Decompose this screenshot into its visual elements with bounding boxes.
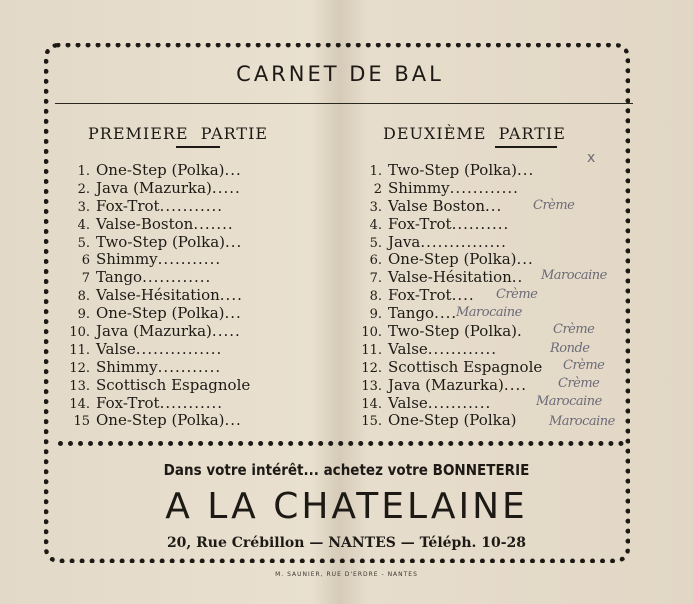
dance-leader-dots: ...	[516, 250, 534, 269]
dance-number: 4.	[369, 217, 382, 233]
first-part-dance-item	[60, 216, 250, 234]
second-part-dance-item	[352, 269, 542, 287]
dance-name: One-Step (Polka)	[96, 161, 225, 179]
dance-name: Scottisch Espagnole	[96, 375, 251, 394]
dance-number: 7.	[369, 271, 382, 287]
dance-leader-dots: ...	[517, 161, 535, 179]
first-part-dance-item	[60, 234, 250, 252]
dance-number: 3.	[369, 199, 382, 215]
dance-name: Two-Step (Polka)	[388, 322, 518, 341]
dance-name: Java (Mazurka)	[96, 322, 212, 341]
dance-number: 8.	[77, 289, 90, 305]
dance-number: 10.	[361, 325, 382, 341]
dance-number: 3.	[77, 199, 90, 215]
handwritten-note-r7: Marocaine	[541, 268, 607, 283]
first-part-dance-item	[60, 269, 250, 287]
dance-leader-dots: ...	[224, 161, 242, 179]
dance-leader-dots: ...	[225, 232, 243, 251]
dance-number: 12.	[361, 360, 382, 376]
second-part-dance-item	[352, 216, 542, 234]
dance-number: 15	[73, 414, 90, 430]
second-part-dance-item	[352, 251, 542, 269]
dance-name: Shimmy	[96, 357, 158, 376]
second-part-dance-item	[352, 323, 542, 341]
first-part-dance-item	[60, 359, 250, 377]
dance-name: Shimmy	[388, 178, 450, 197]
dance-number: 11.	[361, 342, 382, 358]
dance-number: 4.	[77, 217, 90, 233]
dance-number: 5.	[369, 235, 382, 251]
first-part-dance-item	[60, 162, 250, 180]
second-part-dance-item	[352, 198, 542, 216]
handwritten-note-r15: Marocaine	[549, 414, 615, 429]
second-part-dance-item	[352, 412, 542, 430]
advert-tagline: Dans votre intérêt... achetez votre BONNETERIE	[163, 461, 530, 479]
dance-number: 9.	[77, 307, 90, 323]
dance-name: One-Step (Polka)	[96, 304, 225, 323]
dance-leader-dots: ...	[224, 304, 242, 323]
right-heading-text: DEUXIÈME PARTIE	[383, 124, 566, 143]
dance-number: 6	[81, 253, 90, 269]
dance-leader-dots: .......	[193, 214, 234, 233]
dance-leader-dots: ...........	[159, 196, 224, 215]
dance-name: Fox-Trot	[388, 214, 452, 233]
first-part-dance-item	[60, 377, 250, 395]
first-part-dance-item	[60, 180, 250, 198]
dance-name: Valse	[388, 339, 428, 358]
dance-leader-dots: ...............	[135, 339, 223, 358]
dance-number: 9.	[369, 307, 382, 323]
dance-name: Two-Step (Polka)	[96, 232, 226, 251]
second-part-dance-item	[352, 234, 542, 252]
dance-number: 1.	[369, 164, 382, 179]
dance-name: Java (Mazurka)	[388, 375, 504, 394]
dance-leader-dots: ...........	[157, 357, 222, 376]
dance-name: Valse	[96, 339, 136, 358]
dance-leader-dots: ..........	[451, 214, 510, 233]
handwritten-note-r8: Crème	[496, 287, 538, 302]
left-heading-underline	[176, 146, 220, 148]
second-part-dance-item	[352, 162, 542, 180]
dance-number: 15.	[361, 414, 382, 430]
handwritten-note-r13: Crème	[558, 376, 600, 391]
dance-number: 13.	[69, 378, 90, 394]
dance-number: 2	[373, 181, 382, 197]
second-part-dance-item	[352, 341, 542, 359]
dance-name: Two-Step (Polka)	[388, 161, 518, 179]
dance-name: Valse-Hésitation	[96, 286, 220, 305]
dance-leader-dots: ...........	[427, 393, 492, 412]
second-part-dance-item	[352, 377, 542, 395]
handwritten-note-r9: Marocaine	[456, 305, 522, 320]
dance-name: Tango	[96, 268, 143, 287]
dance-number: 6.	[369, 253, 382, 269]
dance-leader-dots: ....	[434, 304, 458, 323]
dance-number: 10.	[69, 325, 90, 341]
right-column-heading	[383, 124, 566, 143]
dance-leader-dots: ...	[485, 196, 503, 215]
dance-name: Fox-Trot	[96, 393, 160, 412]
dance-leader-dots: ....	[451, 286, 475, 305]
dance-number: 13.	[361, 378, 382, 394]
dance-leader-dots: ..	[511, 268, 524, 287]
dance-leader-dots: ....	[503, 375, 527, 394]
dance-name: Java (Mazurka)	[96, 178, 212, 197]
dance-name: Valse-Boston	[96, 214, 194, 233]
first-part-dance-item	[60, 412, 250, 430]
dance-number: 12.	[69, 360, 90, 376]
dance-name: One-Step (Polka)	[388, 411, 517, 430]
second-part-dance-item	[352, 395, 542, 413]
dance-name: Tango	[388, 304, 435, 323]
title-divider	[55, 103, 633, 104]
page-title: CARNET DE BAL	[236, 62, 444, 86]
dance-number: 14.	[69, 396, 90, 412]
dance-number: 14.	[361, 396, 382, 412]
dance-number: 7	[81, 271, 90, 287]
dance-name: Valse-Hésitation	[388, 268, 512, 287]
first-part-dance-item	[60, 287, 250, 305]
dance-number: 8.	[369, 289, 382, 305]
advert-brand-name: A LA CHATELAINE	[165, 486, 528, 527]
dance-leader-dots: ...........	[159, 393, 224, 412]
first-part-dance-item	[60, 251, 250, 269]
handwritten-note-r14: Marocaine	[536, 394, 602, 409]
printer-credit: M. SAUNIER, RUE D'ERDRE - NANTES	[275, 571, 418, 578]
dance-leader-dots: ............	[427, 339, 497, 358]
handwritten-note-r11: Ronde	[550, 341, 590, 356]
dance-name: Fox-Trot	[96, 196, 160, 215]
dance-leader-dots: .....	[211, 322, 241, 341]
dance-number: 11.	[69, 342, 90, 358]
first-part-dance-item	[60, 305, 250, 323]
handwritten-note-r10: Crème	[553, 322, 595, 337]
dance-leader-dots: ............	[449, 178, 519, 197]
advert-address: 20, Rue Crébillon — NANTES — Téléph. 10-28	[166, 535, 527, 551]
dance-leader-dots: ............	[142, 268, 212, 287]
dance-name: Valse	[388, 393, 428, 412]
handwritten-note-r12: Crème	[563, 358, 605, 373]
first-part-dance-item	[60, 395, 250, 413]
dance-name: One-Step (Polka)	[96, 411, 225, 430]
dance-name: Shimmy	[96, 250, 158, 269]
dance-number: 1.	[77, 164, 90, 179]
dance-leader-dots: ...........	[157, 250, 222, 269]
dance-name: Fox-Trot	[388, 286, 452, 305]
first-part-dance-item	[60, 341, 250, 359]
dance-leader-dots: .	[517, 322, 523, 341]
dance-leader-dots: ...	[224, 411, 242, 430]
first-part-dance-item	[60, 198, 250, 216]
handwritten-note-r3: Crème	[533, 198, 575, 213]
dance-leader-dots: .....	[211, 178, 241, 197]
dance-number: 5.	[77, 235, 90, 251]
dance-name: Java	[388, 232, 421, 251]
left-heading-text: PREMIERE PARTIE	[88, 124, 269, 143]
second-part-dance-item	[352, 359, 542, 377]
handwritten-tick-mark: x	[587, 150, 596, 166]
dance-name: Valse Boston	[388, 196, 486, 215]
dance-leader-dots: ...............	[420, 232, 507, 251]
dance-name: Scottisch Espagnole	[388, 357, 543, 376]
first-part-dance-item	[60, 323, 250, 341]
right-heading-underline	[495, 146, 557, 148]
left-column-heading	[88, 124, 268, 143]
first-part-dance-list	[60, 162, 250, 430]
dance-leader-dots: ....	[219, 286, 243, 305]
advert-divider	[58, 441, 624, 446]
dance-number: 2.	[77, 181, 90, 197]
second-part-dance-item	[352, 180, 542, 198]
dance-name: One-Step (Polka)	[388, 250, 517, 269]
